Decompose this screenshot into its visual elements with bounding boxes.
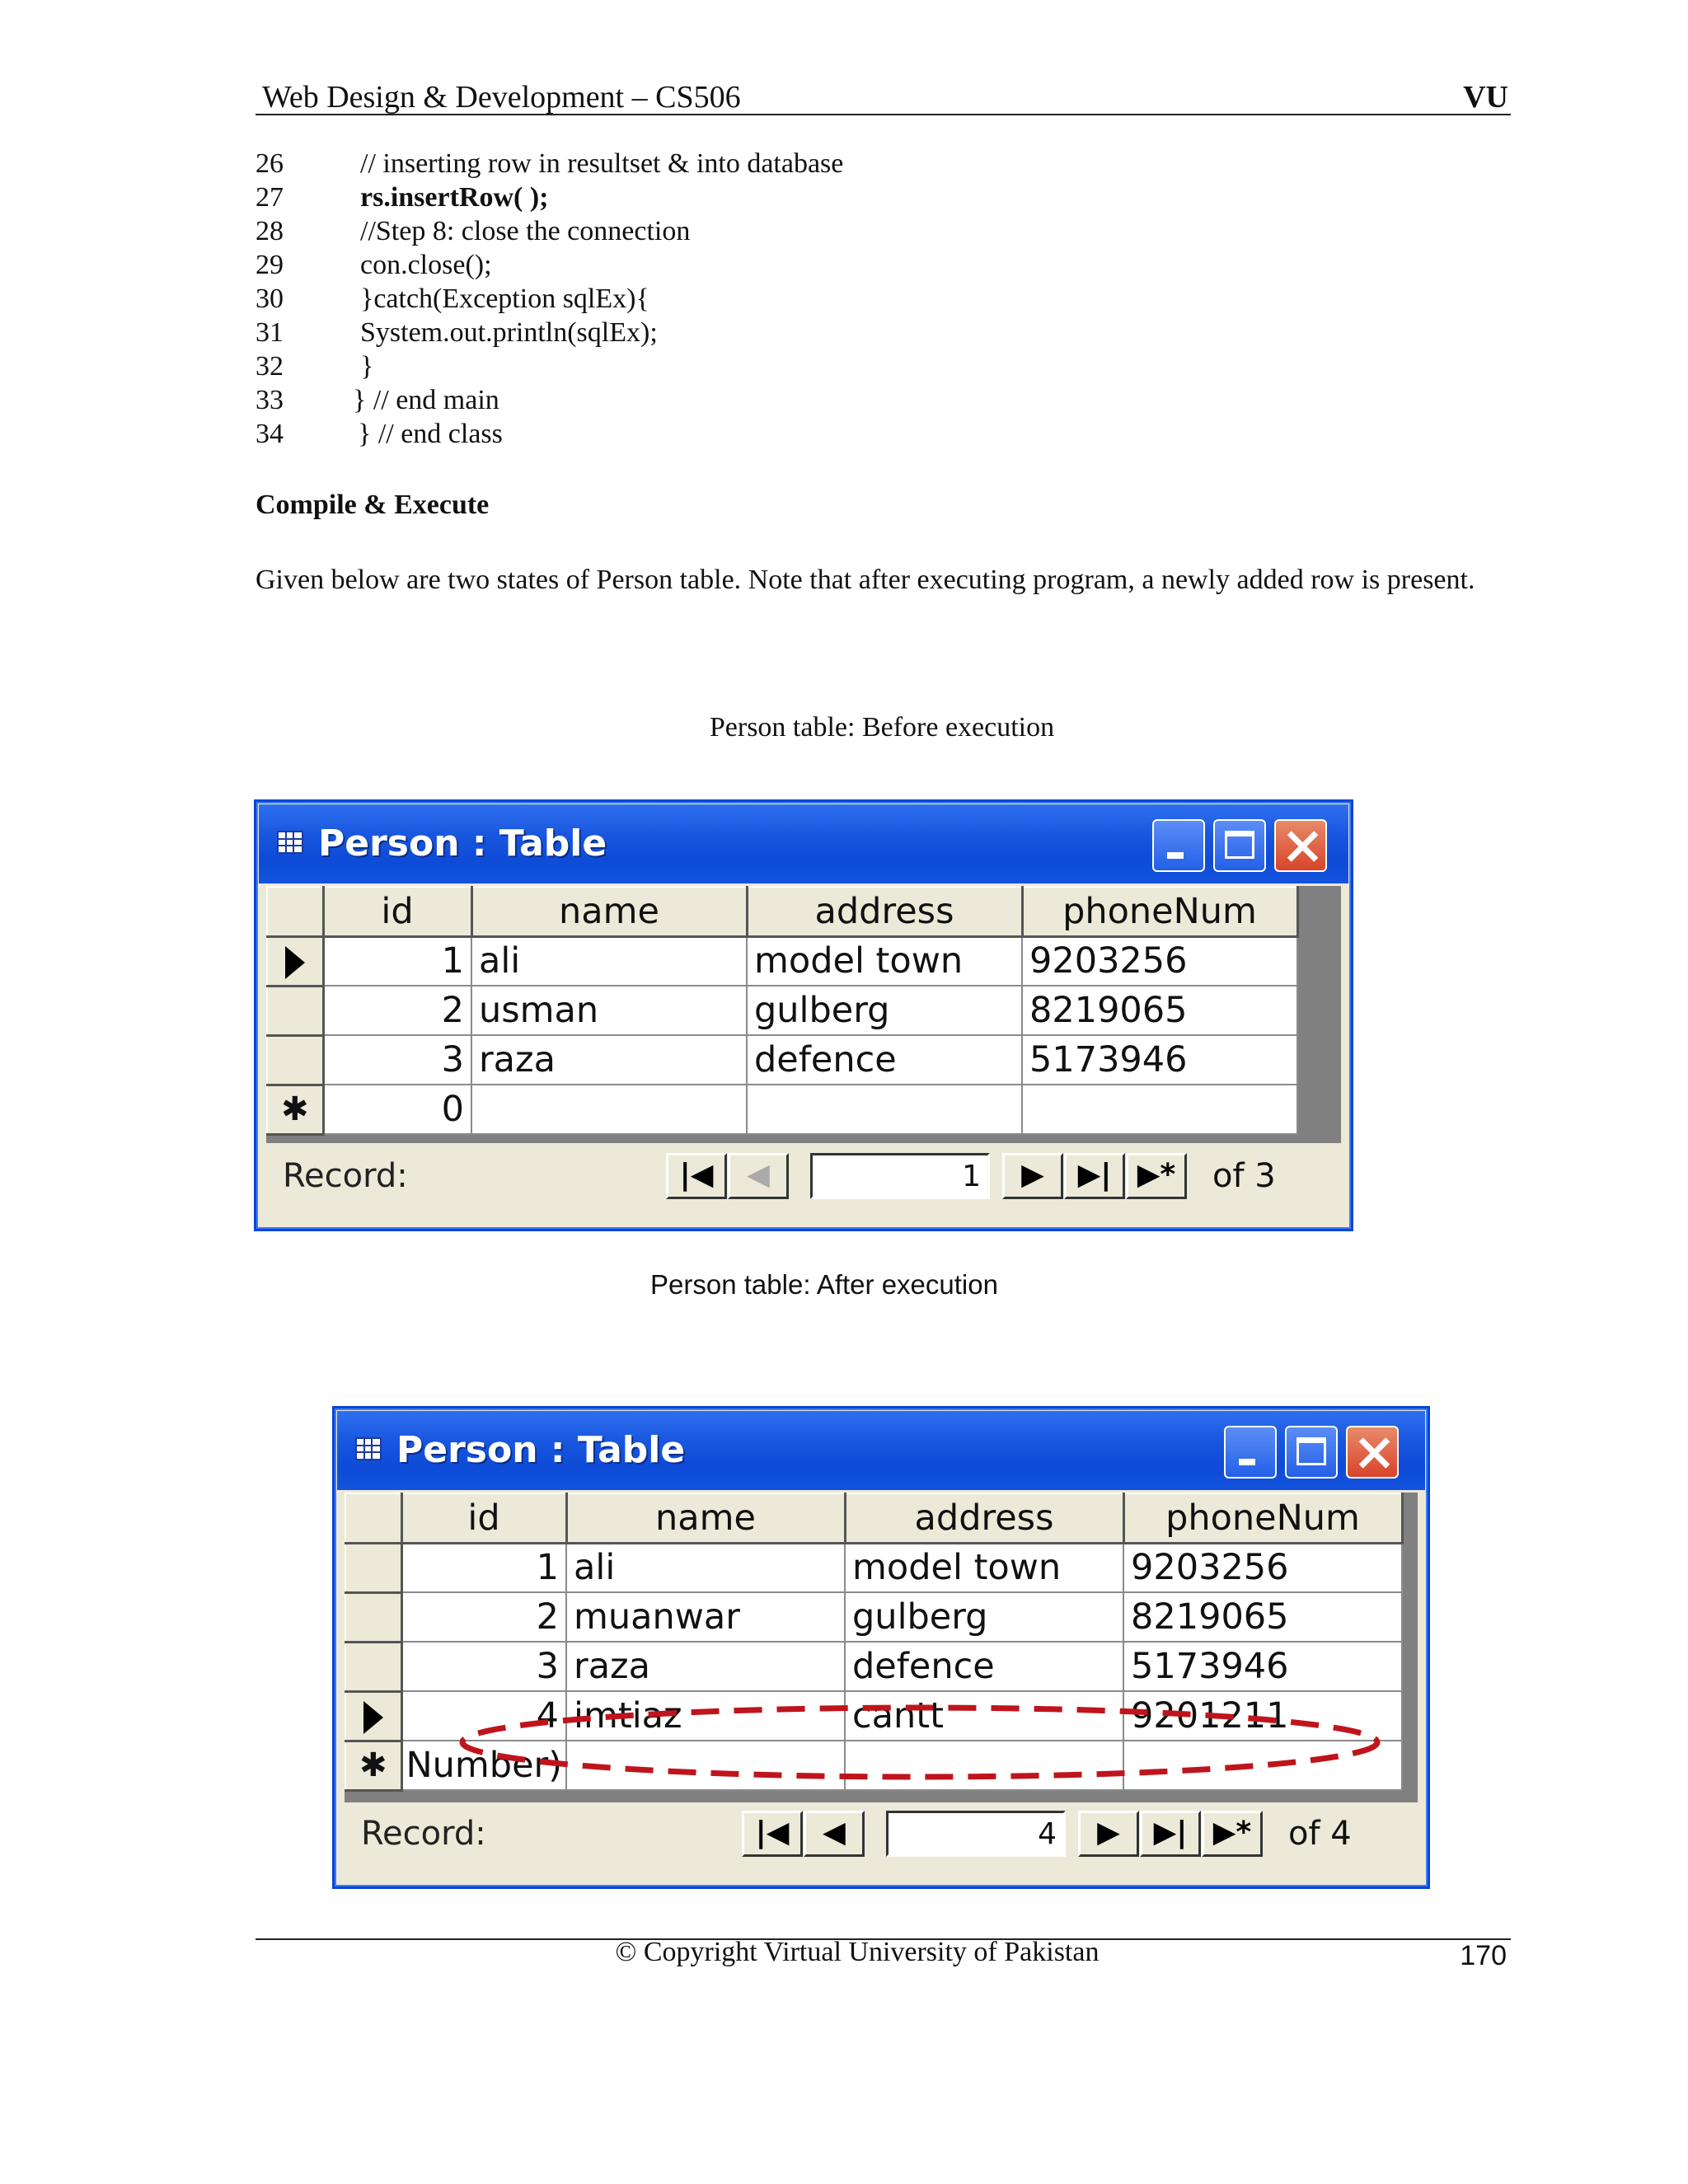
cell-address[interactable]: defence <box>747 1035 1022 1085</box>
document-header-vu: VU <box>1463 80 1508 115</box>
column-header-address[interactable]: address <box>747 887 1022 936</box>
document-header-title: Web Design & Development – CS506 <box>262 80 741 115</box>
cell-address[interactable] <box>747 1085 1022 1134</box>
window-titlebar <box>259 804 1348 883</box>
caption-before: Person table: Before execution <box>709 712 1055 743</box>
last-record-button[interactable]: ▶| <box>1064 1153 1125 1199</box>
first-record-button[interactable]: |◀ <box>666 1153 727 1199</box>
close-icon <box>1348 1427 1397 1477</box>
cell-name[interactable] <box>471 1085 747 1134</box>
column-header-name[interactable]: name <box>471 887 747 936</box>
next-record-button[interactable]: ▶ <box>1002 1153 1063 1199</box>
line-number: 26 <box>256 148 284 179</box>
code-text: // inserting row in resultset & into database <box>360 148 844 179</box>
record-count: of 3 <box>1212 1157 1276 1195</box>
next-record-button[interactable]: ▶ <box>1078 1811 1139 1857</box>
row-selector[interactable] <box>345 1642 401 1691</box>
row-selector[interactable] <box>345 1543 401 1592</box>
header-rule <box>256 114 1511 115</box>
row-selector[interactable]: ✱ <box>267 1085 323 1134</box>
cell-address[interactable]: defence <box>845 1642 1123 1691</box>
current-record-icon <box>285 946 305 979</box>
minimize-icon <box>1154 821 1203 870</box>
table-row <box>345 1642 1402 1691</box>
cell-name[interactable]: usman <box>471 986 747 1035</box>
code-text: con.close(); <box>360 250 492 280</box>
cell-id[interactable]: 2 <box>323 986 471 1035</box>
maximize-icon <box>1215 821 1264 870</box>
new-record-button[interactable]: ▶* <box>1202 1811 1263 1857</box>
cell-phone[interactable]: 9201211 <box>1123 1691 1402 1741</box>
code-text: //Step 8: close the connection <box>360 216 691 246</box>
cell-phone[interactable] <box>1022 1085 1297 1134</box>
section-heading: Compile & Execute <box>256 490 490 520</box>
code-text: System.out.println(sqlEx); <box>360 317 658 348</box>
code-text: } // end class <box>358 419 503 449</box>
column-header-id[interactable]: id <box>401 1493 566 1543</box>
cell-address[interactable]: model town <box>747 936 1022 986</box>
record-navigator <box>345 1804 1418 1865</box>
table-icon <box>277 831 303 854</box>
cell-address[interactable]: cantt <box>845 1691 1123 1741</box>
datasheet-grid <box>266 886 1341 1143</box>
row-selector[interactable] <box>345 1592 401 1642</box>
record-label: Record: <box>361 1815 486 1853</box>
cell-id[interactable]: 3 <box>401 1642 566 1691</box>
body-paragraph: Given below are two states of Person table. Note that after executing program, a newly added row is present. <box>256 565 1475 595</box>
header-row <box>345 1493 1402 1543</box>
cell-name[interactable]: ali <box>566 1543 845 1592</box>
line-number: 34 <box>256 419 284 449</box>
person-table-window-before <box>254 799 1353 1231</box>
column-header-name[interactable]: name <box>566 1493 845 1543</box>
datasheet-table <box>266 886 1299 1136</box>
table-row <box>267 1035 1297 1085</box>
line-number: 30 <box>256 284 284 314</box>
column-header-phonenum[interactable]: phoneNum <box>1022 887 1297 936</box>
cell-name[interactable]: ali <box>471 936 747 986</box>
minimize-button[interactable] <box>1152 819 1205 872</box>
close-button[interactable] <box>1274 819 1327 872</box>
cell-name[interactable]: muanwar <box>566 1592 845 1642</box>
cell-id[interactable]: 1 <box>323 936 471 986</box>
maximize-button[interactable] <box>1213 819 1266 872</box>
new-record-button[interactable]: ▶* <box>1126 1153 1187 1199</box>
line-number: 32 <box>256 351 284 382</box>
table-row <box>345 1543 1402 1592</box>
line-number: 28 <box>256 216 284 246</box>
record-count: of 4 <box>1288 1815 1352 1853</box>
close-icon <box>1276 821 1325 870</box>
minimize-button[interactable] <box>1224 1426 1277 1479</box>
line-number: 27 <box>256 182 284 213</box>
caption-after: Person table: After execution <box>650 1269 998 1300</box>
first-record-button[interactable]: |◀ <box>742 1811 803 1857</box>
new-record-row <box>267 1085 1297 1134</box>
cell-name[interactable]: raza <box>566 1642 845 1691</box>
cell-id[interactable]: Number) <box>401 1741 566 1790</box>
record-number-input[interactable]: 1 <box>810 1153 990 1199</box>
row-selector-header[interactable] <box>267 887 323 936</box>
page-number: 170 <box>1460 1940 1507 1971</box>
cell-address[interactable]: gulberg <box>747 986 1022 1035</box>
current-record-icon <box>363 1701 383 1734</box>
code-text: } // end main <box>353 385 499 415</box>
table-row <box>267 986 1297 1035</box>
column-header-id[interactable]: id <box>323 887 471 936</box>
cell-phone[interactable]: 8219065 <box>1123 1592 1402 1642</box>
row-selector-header[interactable] <box>345 1493 401 1543</box>
header-row <box>267 887 1297 936</box>
person-table-window-after <box>332 1406 1430 1889</box>
cell-id[interactable]: 2 <box>401 1592 566 1642</box>
cell-phone[interactable]: 9203256 <box>1123 1543 1402 1592</box>
cell-name[interactable]: imtiaz <box>566 1691 845 1741</box>
line-number: 33 <box>256 385 284 415</box>
code-text: rs.insertRow( ); <box>360 182 549 213</box>
record-navigator <box>266 1146 1341 1207</box>
row-selector[interactable] <box>267 1035 323 1085</box>
new-row-highlight-ellipse <box>450 1697 1390 1788</box>
maximize-icon <box>1287 1427 1336 1477</box>
cell-phone[interactable]: 9203256 <box>1022 936 1297 986</box>
previous-record-button[interactable]: ◀ <box>728 1153 789 1199</box>
maximize-button[interactable] <box>1285 1426 1338 1479</box>
column-header-address[interactable]: address <box>845 1493 1123 1543</box>
row-selector[interactable] <box>267 936 323 986</box>
row-selector[interactable] <box>345 1691 401 1741</box>
cell-phone[interactable]: 5173946 <box>1123 1642 1402 1691</box>
line-number: 29 <box>256 250 284 280</box>
last-record-button[interactable]: ▶| <box>1140 1811 1201 1857</box>
row-selector[interactable]: ✱ <box>345 1741 401 1790</box>
window-titlebar <box>337 1411 1425 1490</box>
close-button[interactable] <box>1346 1426 1399 1479</box>
column-header-phonenum[interactable]: phoneNum <box>1123 1493 1402 1543</box>
cell-id[interactable]: 4 <box>401 1691 566 1741</box>
table-row <box>267 936 1297 986</box>
line-number: 31 <box>256 317 284 348</box>
table-icon <box>355 1437 382 1460</box>
minimize-icon <box>1226 1427 1275 1477</box>
cell-phone[interactable]: 5173946 <box>1022 1035 1297 1085</box>
record-label: Record: <box>283 1157 408 1195</box>
window-title: Person : Table <box>396 1429 686 1471</box>
footer-copyright: © Copyright Virtual University of Pakistan <box>615 1937 1100 1967</box>
window-title: Person : Table <box>318 823 607 865</box>
cell-address[interactable]: gulberg <box>845 1592 1123 1642</box>
row-selector[interactable] <box>267 986 323 1035</box>
cell-address[interactable]: model town <box>845 1543 1123 1592</box>
previous-record-button[interactable]: ◀ <box>804 1811 865 1857</box>
cell-name[interactable]: raza <box>471 1035 747 1085</box>
cell-id[interactable]: 1 <box>401 1543 566 1592</box>
cell-id[interactable]: 0 <box>323 1085 471 1134</box>
code-text: } <box>360 351 374 382</box>
record-number-input[interactable]: 4 <box>886 1811 1066 1857</box>
cell-phone[interactable]: 8219065 <box>1022 986 1297 1035</box>
table-row <box>345 1592 1402 1642</box>
code-text: }catch(Exception sqlEx){ <box>360 284 649 314</box>
cell-id[interactable]: 3 <box>323 1035 471 1085</box>
